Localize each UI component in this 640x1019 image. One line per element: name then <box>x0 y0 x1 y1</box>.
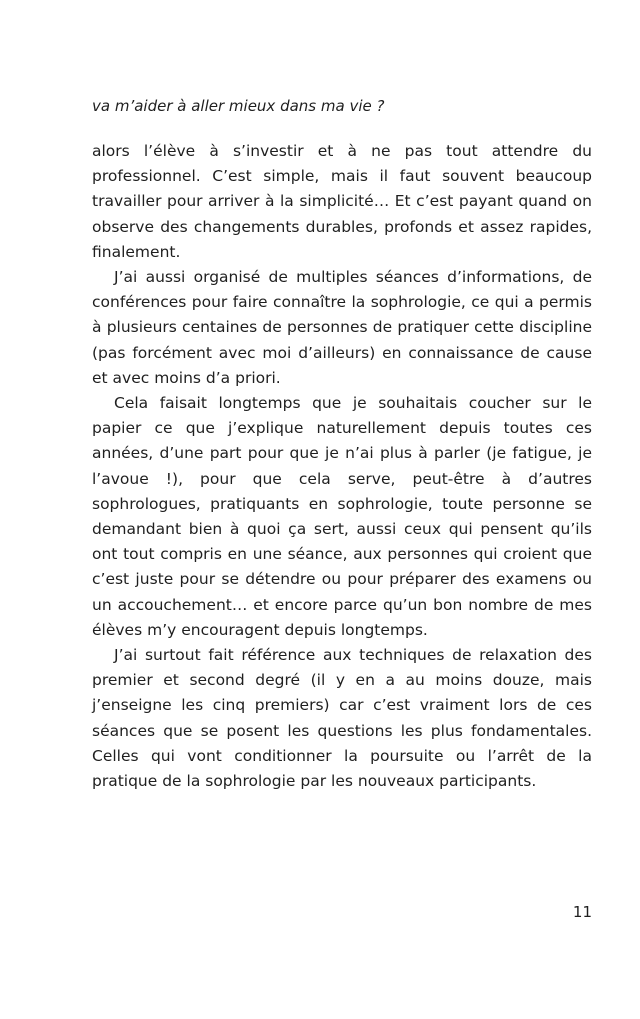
book-page <box>92 94 592 794</box>
paragraph-3: Cela faisait longtemps que je souhaitais coucher sur le papier ce que j’explique naturellement depuis toutes ces années, d’une part pour que je n’ai plus à parler (je fatigue, je l’avoue !), pour que cela serve, peut-être à d’autres sophrologues, pratiquants en sophrologie, toute personne se demandant bien à quoi ça sert, aussi ceux qui pensent qu’ils ont tout compris en une séance, aux personnes qui croient que c’est juste pour se détendre ou pour préparer des examens ou un accouchement… et encore parce qu’un bon nombre de mes élèves m’y encouragent depuis longtemps. <box>92 394 592 639</box>
paragraph-1: alors l’élève à s’investir et à ne pas tout attendre du professionnel. C’est simple, mais il faut souvent beaucoup travailler pour arriver à la simplicité… Et c’est payant quand on observe des changements durables, profonds et assez rapides, finalement. <box>92 142 592 261</box>
italic-heading-fragment: va m’aider à aller mieux dans ma vie ? <box>92 97 385 115</box>
paragraph-2: J’ai aussi organisé de multiples séances d’informations, de conférences pour faire connaître la sophrologie, ce qui a permis à plusieurs centaines de personnes de pratiquer cette discipline (pas forcément avec moi d’ailleurs) en connaissance de cause et avec moins d’a priori. <box>92 268 592 387</box>
page-number: 11 <box>572 903 592 921</box>
paragraph-4: J’ai surtout fait référence aux techniques de relaxation des premier et second degré (il y en a au moins douze, mais j’enseigne les cinq premiers) car c’est vraiment lors de ces séances que se posent les questions les plus fondamentales. Celles qui vont conditionner la poursuite ou l’arrêt de la pratique de la sophrologie par les nouveaux participants. <box>92 646 592 791</box>
